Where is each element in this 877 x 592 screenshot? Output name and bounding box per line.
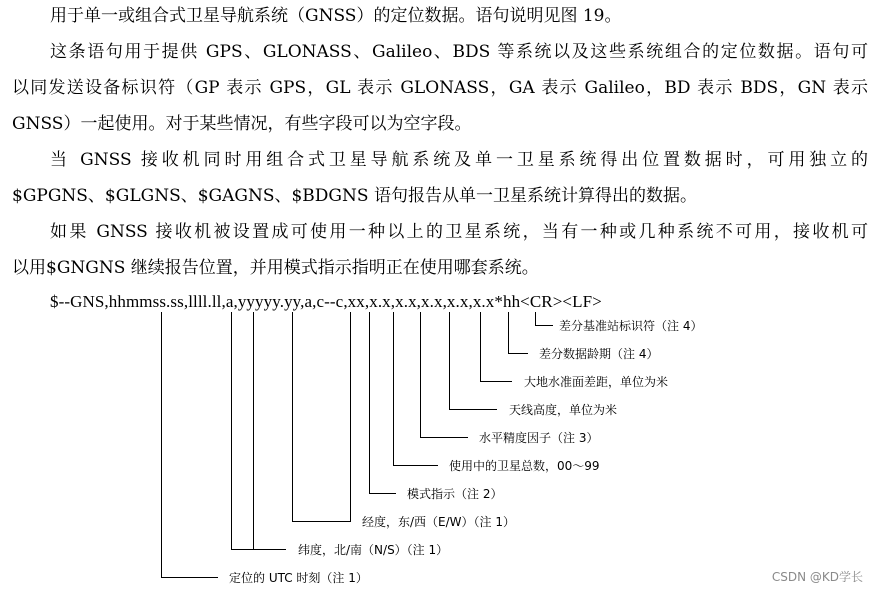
watermark: CSDN @KD学长 (771, 570, 863, 584)
field-label: 经度，东/西（E/W）（注 1） (362, 515, 515, 529)
sentence-format: $--GNS,hhmmss.ss,llll.ll,a,yyyyy.yy,a,c--c,xx,x.x,x.x,x.x,x.x,x.x*hh<CR><LF> (50, 292, 602, 311)
text-line: 这条语句用于提供 GPS、GLONASS、Galileo、BDS 等系统以及这些系统组合的定位数据。语句可 (50, 42, 868, 62)
field-label: 定位的 UTC 时刻（注 1） (229, 571, 368, 585)
leader-line (481, 312, 513, 382)
text-line: 以同发送设备标识符（GP 表示 GPS，GL 表示 GLONASS，GA 表示 Galileo，BD 表示 BDS，GN 表示 (12, 78, 868, 98)
leader-line (370, 312, 397, 494)
leader-line (162, 312, 219, 578)
leader-line (232, 312, 287, 550)
leader-line (450, 312, 498, 410)
field-label: 模式指示（注 2） (407, 487, 503, 501)
leader-line (536, 312, 554, 326)
leader-line (293, 312, 352, 522)
field-label: 水平精度因子（注 3） (479, 431, 599, 445)
text-line: 用于单一或组合式卫星导航系统（GNSS）的定位数据。语句说明见图 19。 (50, 6, 622, 26)
text-line: GNSS）一起使用。对于某些情况，有些字段可以为空字段。 (12, 114, 472, 134)
field-label: 差分基准站标识符（注 4） (559, 319, 703, 333)
field-label: 大地水准面差距，单位为米 (524, 375, 669, 389)
field-label: 差分数据龄期（注 4） (539, 347, 659, 361)
field-label: 使用中的卫星总数，00～99 (449, 459, 600, 473)
text-line: 以用$GNGNS 继续报告位置，并用模式指示指明正在使用哪套系统。 (12, 258, 539, 278)
leader-line (509, 312, 529, 354)
text-line: 当 GNSS 接收机同时用组合式卫星导航系统及单一卫星系统得出位置数据时，可用独立的 (50, 150, 868, 170)
text-line: 如果 GNSS 接收机被设置成可使用一种以上的卫星系统，当有一种或几种系统不可用，接收机可 (50, 222, 868, 242)
leader-line (394, 312, 439, 466)
field-label: 纬度，北/南（N/S）（注 1） (298, 543, 449, 557)
field-label: 天线高度，单位为米 (509, 403, 618, 417)
text-line: $GPGNS、$GLGNS、$GAGNS、$BDGNS 语句报告从单一卫星系统计算得出的数据。 (12, 186, 697, 206)
leader-line (421, 312, 469, 438)
